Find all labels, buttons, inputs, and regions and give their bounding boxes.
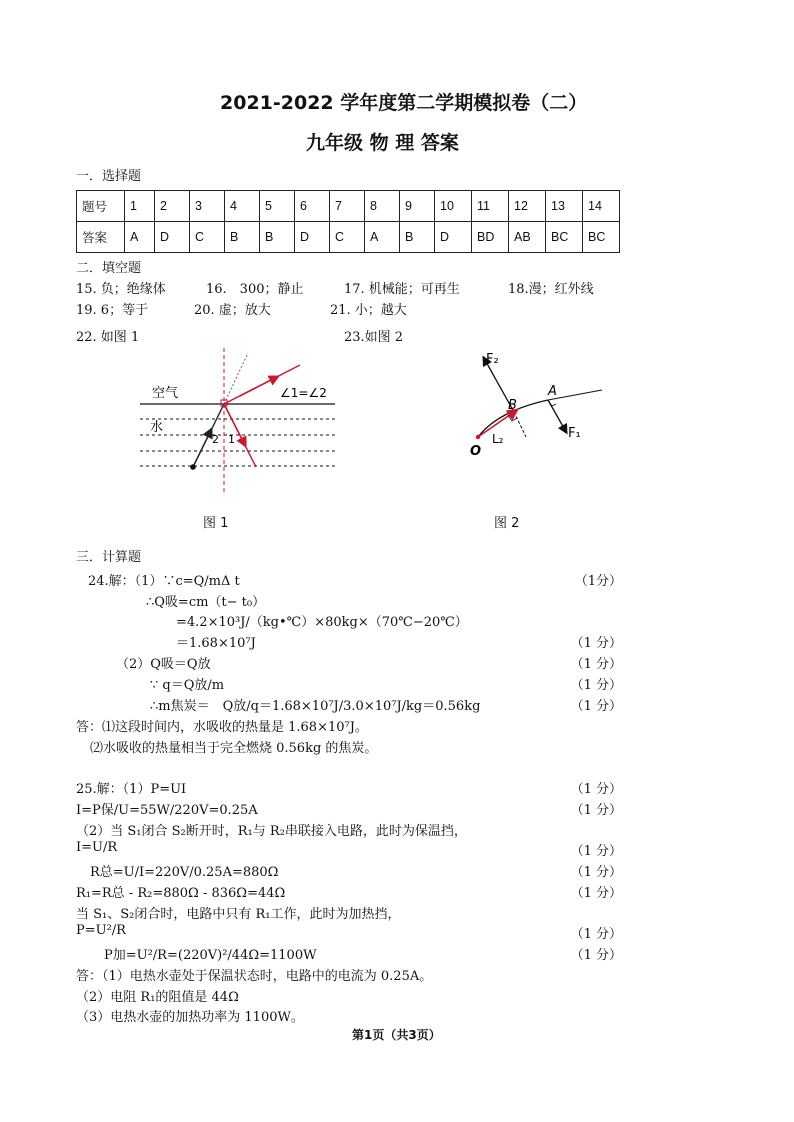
section2-heading: 二．填空题: [76, 261, 142, 276]
q25-line: （2）当 S₁闭合 S₂断开时，R₁与 R₂串联接入电路，此时为保温挡，: [76, 824, 467, 839]
fill-answer-16: 16. 300；静止: [206, 282, 304, 297]
q24-points: （1 分）: [570, 636, 622, 651]
fill-answer-19: 19. 6；等于: [76, 303, 149, 318]
q24-line: ∴Q吸=cm（t− t₀）: [146, 595, 266, 610]
table-cell: D: [155, 222, 190, 253]
table-cell: 答案: [77, 222, 125, 253]
figure-1-refraction-diagram: [130, 345, 340, 495]
page-title: 2021-2022 学年度第二学期模拟卷（二）: [220, 92, 588, 114]
table-cell: 10: [435, 191, 472, 222]
q24-line: 答：⑴这段时间内，水吸收的热量是 1.68×10⁷J。: [76, 720, 368, 735]
table-cell: C: [330, 222, 365, 253]
q24-line: 24.解：（1）∵c=Q/mΔ t: [88, 574, 240, 589]
pivot-point-O: [476, 435, 480, 439]
incident-ray-arrow: [193, 432, 210, 467]
table-cell: 4: [225, 191, 260, 222]
q25-line: 25.解：（1）P=UI: [76, 782, 187, 797]
label-L2: L₂: [492, 432, 504, 446]
table-row: [77, 191, 620, 222]
q24-line: ∵ q＝Q放/m: [150, 678, 225, 693]
q25-line: R总=U/I=220V/0.25A=880Ω: [90, 865, 279, 880]
table-cell: 6: [295, 191, 330, 222]
angle-2-label: 2: [212, 433, 219, 446]
label-F1: F₁: [568, 426, 581, 441]
table-cell: 5: [260, 191, 295, 222]
page-subtitle: 九年级 物 理 答案: [306, 132, 459, 154]
table-cell: 12: [509, 191, 546, 222]
table-cell: B: [400, 222, 435, 253]
q25-line: （3）电热水壶的加热功率为 1100W。: [76, 1010, 304, 1025]
refracted-ray-arrow: [240, 378, 275, 396]
table-cell: D: [295, 222, 330, 253]
q24-points: （1分）: [574, 574, 622, 589]
q25-points: （1 分）: [570, 886, 622, 901]
table-cell: D: [435, 222, 472, 253]
q24-points: （1 分）: [570, 657, 622, 672]
q24-line: ＝1.68×10⁷J: [176, 636, 256, 651]
table-cell: 1: [125, 191, 155, 222]
table-cell: C: [190, 222, 225, 253]
table-cell: B: [260, 222, 295, 253]
q24-line: =4.2×10³J/（kg•℃）×80kg×（70℃−20℃）: [176, 615, 468, 630]
q24-points: （1 分）: [570, 678, 622, 693]
table-cell: 14: [583, 191, 620, 222]
label-A: A: [548, 384, 557, 399]
table-cell: 13: [546, 191, 583, 222]
q25-points: （1 分）: [570, 782, 622, 797]
label-O: O: [470, 444, 482, 459]
air-label: 空气: [152, 386, 179, 401]
fill-answer-20: 20. 虚；放大: [194, 303, 271, 318]
q24-points: （1 分）: [570, 699, 622, 714]
figure-1-caption: 图 1: [203, 516, 229, 531]
q23-label: 23.如图 2: [344, 330, 404, 345]
q25-points: （1 分）: [570, 927, 622, 942]
q25-line: I=U/R: [76, 840, 118, 855]
q24-line: ⑵水吸收的热量相当于完全燃烧 0.56kg 的焦炭。: [90, 741, 378, 756]
table-cell: BC: [583, 222, 620, 253]
table-cell: 2: [155, 191, 190, 222]
label-B: B: [508, 398, 517, 413]
table-cell: BC: [546, 222, 583, 253]
q25-line: P加=U²/R=(220V)²/44Ω=1100W: [104, 948, 317, 963]
table-cell: 7: [330, 191, 365, 222]
table-cell: 3: [190, 191, 225, 222]
answer-table: [76, 190, 620, 253]
table-cell: A: [125, 222, 155, 253]
table-cell: BD: [472, 222, 509, 253]
section1-heading: 一．选择题: [76, 169, 142, 184]
q25-points: （1 分）: [570, 844, 622, 859]
angle-relation-label: ∠1=∠2: [280, 386, 327, 400]
table-cell: 11: [472, 191, 509, 222]
extended-ray-line: [224, 353, 248, 404]
water-label: 水: [150, 420, 164, 435]
q25-points: （1 分）: [570, 865, 622, 880]
q25-points: （1 分）: [570, 803, 622, 818]
fill-answer-21: 21. 小；越大: [330, 303, 407, 318]
q25-line: R₁=R总 - R₂=880Ω - 836Ω=44Ω: [76, 886, 286, 901]
fill-answer-18: 18.漫；红外线: [508, 282, 594, 297]
fill-answer-15: 15. 负；绝缘体: [76, 282, 166, 297]
q24-line: ∴m焦炭＝ Q放/q＝1.68×10⁷J/3.0×10⁷J/kg＝0.56kg: [150, 699, 481, 714]
q25-line: （2）电阻 R₁的阻值是 44Ω: [76, 990, 239, 1005]
q25-line: 当 S₁、S₂闭合时，电路中只有 R₁工作，此时为加热挡，: [76, 907, 401, 922]
table-cell: AB: [509, 222, 546, 253]
section3-heading: 三．计算题: [76, 550, 142, 565]
q24-line: （2）Q吸＝Q放: [116, 657, 211, 672]
q25-points: （1 分）: [570, 948, 622, 963]
table-cell: 8: [365, 191, 400, 222]
q25-line: P=U²/R: [76, 923, 126, 938]
angle-1-label: 1: [228, 433, 235, 446]
q22-label: 22. 如图 1: [76, 330, 140, 345]
q25-line: 答：（1）电热水壶处于保温状态时，电路中的电流为 0.25A。: [76, 969, 433, 984]
table-cell: 9: [400, 191, 435, 222]
label-F2: F₂: [486, 352, 499, 367]
fill-answer-17: 17. 机械能；可再生: [344, 282, 460, 297]
table-cell: A: [365, 222, 400, 253]
table-row: [77, 222, 620, 253]
page-footer: 第1页（共3页）: [352, 1028, 441, 1042]
force-F2-extension: [514, 412, 526, 437]
figure-2-caption: 图 2: [494, 516, 520, 531]
figure-2-lever-diagram: [460, 345, 610, 465]
table-cell: B: [225, 222, 260, 253]
table-cell: 题号: [77, 191, 125, 222]
q25-line: I=P保/U=55W/220V=0.25A: [76, 803, 258, 818]
light-source-point: [190, 464, 196, 470]
